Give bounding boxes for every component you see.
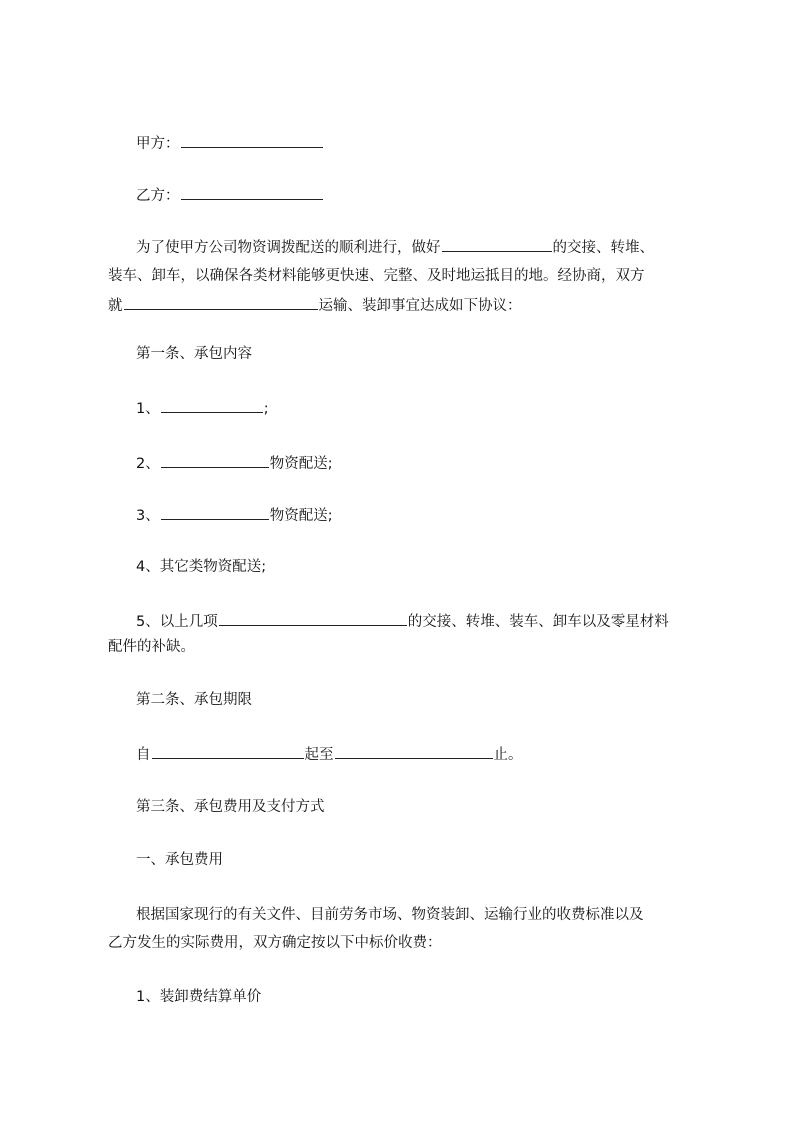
intro-line-2 [108, 266, 645, 286]
item2-prefix: 2、 [136, 456, 160, 472]
article3-para-l1: 根据国家现行的有关文件、目前劳务市场、物资装卸、运输行业的收费标准以及 [136, 907, 644, 923]
party-a-line [136, 132, 324, 152]
item4-text: 4、其它类物资配送; [136, 559, 267, 575]
article1-item-5 [136, 610, 669, 630]
intro-line-3 [108, 294, 522, 314]
term-end-blank[interactable] [335, 743, 493, 759]
item5-blank[interactable] [219, 610, 407, 626]
article1-item-3 [136, 504, 333, 524]
intro-blank-2[interactable] [124, 294, 318, 310]
party-b-line [136, 184, 324, 204]
intro-line-1 [136, 236, 654, 256]
term-end: 止。 [493, 747, 523, 763]
intro-l3-suffix: 运输、装卸事宜达成如下协议： [318, 298, 522, 314]
article1-item-1 [136, 397, 269, 417]
item2-blank[interactable] [161, 452, 269, 468]
item1-prefix: 1、 [136, 401, 160, 417]
intro-l1-prefix: 为了使甲方公司物资调拨配送的顺利进行，做好 [136, 240, 441, 256]
article3-sub1-text: 一、承包费用 [136, 852, 223, 868]
article2-term-line [136, 743, 523, 763]
intro-blank-1[interactable] [442, 236, 552, 252]
party-a-blank[interactable] [181, 132, 323, 148]
term-to: 起至 [304, 747, 334, 763]
item5-suffix: 的交接、转堆、装车、卸车以及零星材料 [407, 614, 669, 630]
article3-para-l2: 乙方发生的实际费用，双方确定按以下中标价收费： [108, 935, 442, 951]
article2-heading [136, 690, 252, 710]
item5-cont: 配件的补缺。 [108, 639, 195, 655]
article3-item1-text: 1、装卸费结算单价 [136, 989, 262, 1005]
item1-suffix: ; [263, 401, 269, 417]
intro-l3-prefix: 就 [108, 298, 123, 314]
term-from: 自 [136, 747, 151, 763]
item1-blank[interactable] [161, 397, 263, 413]
party-b-label: 乙方： [136, 188, 180, 204]
article1-heading-text: 第一条、承包内容 [136, 346, 252, 362]
article3-heading-text: 第三条、承包费用及支付方式 [136, 799, 325, 815]
article3-para-line-2 [108, 933, 442, 953]
item2-suffix: 物资配送; [269, 456, 333, 472]
term-start-blank[interactable] [152, 743, 304, 759]
article2-heading-text: 第二条、承包期限 [136, 692, 252, 708]
article3-heading [136, 797, 325, 817]
party-a-label: 甲方： [136, 136, 180, 152]
item5-prefix: 5、以上几项 [136, 614, 218, 630]
article1-heading [136, 344, 252, 364]
article3-item-1 [136, 987, 261, 1007]
article1-item-5-cont [108, 637, 195, 657]
article3-sub1 [136, 850, 223, 870]
intro-l1-suffix: 的交接、转堆、 [552, 240, 654, 256]
article1-item-4 [136, 557, 266, 577]
party-b-blank[interactable] [181, 184, 323, 200]
article1-item-2 [136, 452, 333, 472]
item3-suffix: 物资配送; [269, 508, 333, 524]
article3-para-line-1 [136, 905, 644, 925]
item3-blank[interactable] [161, 504, 269, 520]
item3-prefix: 3、 [136, 508, 160, 524]
intro-l2: 装车、卸车，以确保各类材料能够更快速、完整、及时地运抵目的地。经协商，双方 [108, 268, 645, 284]
